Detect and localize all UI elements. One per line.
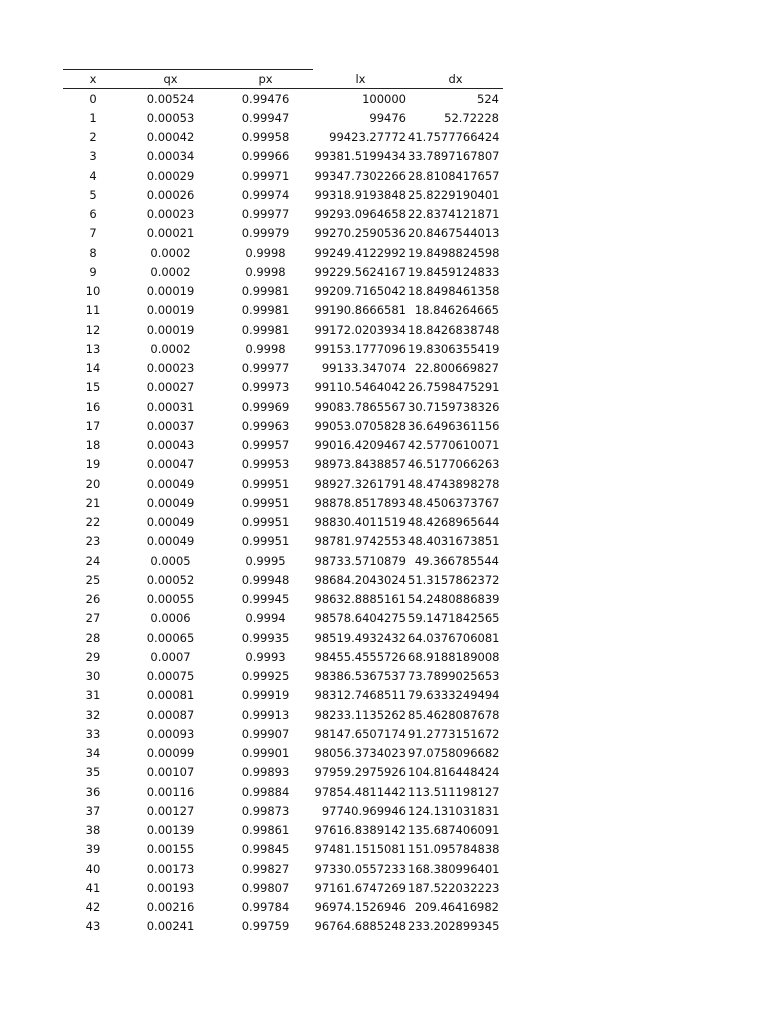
cell-qx: 0.00049: [146, 534, 195, 549]
cell-qx: 0.00099: [146, 746, 195, 761]
cell-px: 0.99951: [241, 515, 290, 530]
cell-qx: 0.00173: [146, 861, 195, 876]
table-row: [63, 801, 503, 820]
cell-x: 39: [85, 842, 101, 857]
cell-qx: 0.00037: [146, 418, 195, 433]
cell-qx: 0.00049: [146, 495, 195, 510]
cell-px: 0.9998: [245, 264, 286, 279]
cell-qx: 0.00524: [146, 91, 195, 106]
cell-qx: 0.00127: [146, 803, 195, 818]
cell-qx: 0.00023: [146, 361, 195, 376]
cell-lx: 98632.8885161: [314, 592, 406, 607]
cell-dx: 68.9188189008: [408, 649, 500, 664]
cell-x: 30: [85, 669, 101, 684]
cell-x: 21: [85, 495, 101, 510]
cell-x: 8: [89, 245, 97, 260]
cell-x: 40: [85, 861, 101, 876]
header-dx: dx: [408, 70, 503, 89]
cell-lx: 99249.4122992: [314, 245, 406, 260]
life-table: [63, 70, 503, 936]
cell-qx: 0.00047: [146, 457, 195, 472]
table-row: [63, 532, 503, 551]
cell-lx: 99172.0203934: [314, 322, 406, 337]
cell-qx: 0.00055: [146, 592, 195, 607]
cell-px: 0.99861: [241, 823, 290, 838]
cell-lx: 97740.969946: [321, 803, 406, 818]
cell-px: 0.9998: [245, 245, 286, 260]
cell-x: 29: [85, 649, 101, 664]
cell-lx: 98386.5367537: [314, 669, 406, 684]
cell-dx: 135.687406091: [408, 823, 500, 838]
cell-px: 0.99951: [241, 495, 290, 510]
cell-x: 32: [85, 707, 101, 722]
table-row: [63, 282, 503, 301]
table-row: [63, 859, 503, 878]
table-row: [63, 628, 503, 647]
table-body: [63, 89, 503, 937]
cell-px: 0.99953: [241, 457, 290, 472]
cell-dx: 18.8426838748: [408, 322, 500, 337]
header-lx: lx: [313, 70, 408, 89]
cell-px: 0.99971: [241, 168, 290, 183]
cell-qx: 0.0007: [150, 649, 191, 664]
cell-qx: 0.00031: [146, 399, 195, 414]
cell-dx: 97.0758096682: [408, 746, 500, 761]
cell-qx: 0.00023: [146, 207, 195, 222]
cell-lx: 98519.4932432: [314, 630, 406, 645]
cell-px: 0.99759: [241, 919, 290, 934]
cell-qx: 0.0002: [150, 341, 191, 356]
cell-dx: 113.511198127: [408, 784, 500, 799]
cell-qx: 0.00019: [146, 322, 195, 337]
cell-lx: 97161.6747269: [314, 880, 406, 895]
cell-dx: 51.3157862372: [408, 572, 500, 587]
table-row: [63, 686, 503, 705]
cell-x: 37: [85, 803, 101, 818]
cell-px: 0.99973: [241, 380, 290, 395]
cell-lx: 98973.8438857: [314, 457, 406, 472]
cell-dx: 28.8108417657: [408, 168, 500, 183]
cell-qx: 0.0002: [150, 264, 191, 279]
cell-qx: 0.00107: [146, 765, 195, 780]
cell-px: 0.99873: [241, 803, 290, 818]
header-px: px: [218, 70, 313, 89]
cell-lx: 97854.4811442: [314, 784, 406, 799]
cell-px: 0.99948: [241, 572, 290, 587]
cell-lx: 96764.6885248: [314, 919, 406, 934]
cell-x: 9: [89, 264, 97, 279]
cell-dx: 59.1471842565: [408, 611, 500, 626]
cell-lx: 99270.2590536: [314, 226, 406, 241]
table-row: [63, 782, 503, 801]
table-row: [63, 821, 503, 840]
cell-x: 42: [85, 900, 101, 915]
cell-x: 0: [89, 91, 97, 106]
cell-lx: 98578.6404275: [314, 611, 406, 626]
cell-lx: 99229.5624167: [314, 264, 406, 279]
cell-px: 0.99951: [241, 534, 290, 549]
cell-qx: 0.0006: [150, 611, 191, 626]
cell-lx: 98684.2043024: [314, 572, 406, 587]
cell-qx: 0.00116: [146, 784, 195, 799]
cell-px: 0.99979: [241, 226, 290, 241]
table-row: [63, 320, 503, 339]
cell-dx: 48.4506373767: [408, 495, 500, 510]
table-row: [63, 397, 503, 416]
cell-px: 0.99784: [241, 900, 290, 915]
cell-dx: 168.380996401: [408, 861, 500, 876]
cell-px: 0.99977: [241, 361, 290, 376]
cell-qx: 0.00043: [146, 438, 195, 453]
cell-qx: 0.00139: [146, 823, 195, 838]
cell-x: 36: [85, 784, 101, 799]
header-row: [63, 70, 503, 89]
cell-x: 27: [85, 611, 101, 626]
cell-px: 0.99907: [241, 726, 290, 741]
table-row: [63, 378, 503, 397]
cell-x: 28: [85, 630, 101, 645]
cell-dx: 233.202899345: [408, 919, 500, 934]
cell-lx: 99318.9193848: [314, 187, 406, 202]
table-row: [63, 898, 503, 917]
cell-lx: 98733.5710879: [314, 553, 406, 568]
cell-x: 13: [85, 341, 101, 356]
cell-lx: 99209.7165042: [314, 284, 406, 299]
cell-lx: 99347.7302266: [314, 168, 406, 183]
cell-qx: 0.00065: [146, 630, 195, 645]
cell-lx: 98233.1135262: [314, 707, 406, 722]
cell-lx: 96974.1526946: [314, 900, 406, 915]
cell-qx: 0.00093: [146, 726, 195, 741]
cell-qx: 0.00026: [146, 187, 195, 202]
cell-px: 0.99981: [241, 322, 290, 337]
header-x: x: [63, 70, 123, 89]
cell-dx: 18.8498461358: [408, 284, 500, 299]
cell-lx: 98781.9742553: [314, 534, 406, 549]
cell-px: 0.99919: [241, 688, 290, 703]
cell-dx: 22.8374121871: [408, 207, 500, 222]
header-qx: qx: [123, 70, 218, 89]
cell-dx: 30.7159738326: [408, 399, 500, 414]
cell-px: 0.99947: [241, 110, 290, 125]
table-row: [63, 436, 503, 455]
cell-qx: 0.00019: [146, 303, 195, 318]
cell-x: 22: [85, 515, 101, 530]
table-row: [63, 147, 503, 166]
cell-dx: 54.2480886839: [408, 592, 500, 607]
cell-qx: 0.0005: [150, 553, 191, 568]
table-row: [63, 474, 503, 493]
cell-x: 19: [85, 457, 101, 472]
cell-px: 0.99981: [241, 303, 290, 318]
table-row: [63, 262, 503, 281]
cell-x: 18: [85, 438, 101, 453]
cell-lx: 98927.3261791: [314, 476, 406, 491]
cell-lx: 98878.8517893: [314, 495, 406, 510]
cell-px: 0.99957: [241, 438, 290, 453]
table-row: [63, 416, 503, 435]
cell-x: 5: [89, 187, 97, 202]
cell-px: 0.99945: [241, 592, 290, 607]
cell-x: 12: [85, 322, 101, 337]
cell-x: 11: [85, 303, 101, 318]
table-row: [63, 744, 503, 763]
cell-lx: 99133.347074: [321, 361, 406, 376]
table-row: [63, 455, 503, 474]
cell-lx: 97959.2975926: [314, 765, 406, 780]
cell-dx: 48.4031673851: [408, 534, 500, 549]
cell-px: 0.99935: [241, 630, 290, 645]
table-row: [63, 724, 503, 743]
table-row: [63, 339, 503, 358]
cell-lx: 99381.5199434: [314, 149, 406, 164]
cell-dx: 104.816448424: [408, 765, 500, 780]
cell-lx: 99110.5464042: [314, 380, 406, 395]
cell-x: 14: [85, 361, 101, 376]
cell-px: 0.99925: [241, 669, 290, 684]
cell-lx: 98830.4011519: [314, 515, 406, 530]
cell-x: 6: [89, 207, 97, 222]
cell-lx: 98312.7468511: [314, 688, 406, 703]
cell-dx: 52.72228: [444, 110, 499, 125]
cell-px: 0.99913: [241, 707, 290, 722]
cell-x: 20: [85, 476, 101, 491]
cell-px: 0.99958: [241, 130, 290, 145]
cell-dx: 25.8229190401: [408, 187, 500, 202]
cell-lx: 99476: [369, 110, 406, 125]
cell-px: 0.99476: [241, 91, 290, 106]
cell-dx: 46.5177066263: [408, 457, 500, 472]
cell-lx: 99153.1777096: [314, 341, 406, 356]
cell-qx: 0.00075: [146, 669, 195, 684]
cell-qx: 0.00053: [146, 110, 195, 125]
cell-dx: 64.0376706081: [408, 630, 500, 645]
cell-px: 0.99963: [241, 418, 290, 433]
cell-x: 38: [85, 823, 101, 838]
table-row: [63, 551, 503, 570]
cell-dx: 49.366785544: [414, 553, 499, 568]
cell-x: 24: [85, 553, 101, 568]
cell-lx: 98455.4555726: [314, 649, 406, 664]
cell-x: 25: [85, 572, 101, 587]
cell-qx: 0.00216: [146, 900, 195, 915]
cell-qx: 0.00049: [146, 476, 195, 491]
cell-qx: 0.00087: [146, 707, 195, 722]
table-row: [63, 513, 503, 532]
cell-px: 0.99969: [241, 399, 290, 414]
cell-dx: 42.5770610071: [408, 438, 500, 453]
table-row: [63, 609, 503, 628]
cell-lx: 99423.27772: [329, 130, 406, 145]
cell-lx: 97330.0557233: [314, 861, 406, 876]
cell-px: 0.99827: [241, 861, 290, 876]
table-row: [63, 185, 503, 204]
table-row: [63, 205, 503, 224]
table-row: [63, 763, 503, 782]
table-row: [63, 108, 503, 127]
cell-dx: 187.522032223: [408, 880, 500, 895]
cell-x: 15: [85, 380, 101, 395]
cell-qx: 0.00193: [146, 880, 195, 895]
cell-dx: 151.095784838: [408, 842, 500, 857]
cell-dx: 79.6333249494: [408, 688, 500, 703]
cell-x: 23: [85, 534, 101, 549]
cell-dx: 85.4628087678: [408, 707, 500, 722]
cell-lx: 98147.6507174: [314, 726, 406, 741]
cell-x: 26: [85, 592, 101, 607]
table-row: [63, 667, 503, 686]
table-row: [63, 705, 503, 724]
table-row: [63, 840, 503, 859]
cell-qx: 0.00241: [146, 919, 195, 934]
cell-px: 0.99966: [241, 149, 290, 164]
cell-dx: 19.8498824598: [408, 245, 500, 260]
cell-x: 2: [89, 130, 97, 145]
cell-qx: 0.00042: [146, 130, 195, 145]
cell-x: 17: [85, 418, 101, 433]
cell-x: 34: [85, 746, 101, 761]
table-row: [63, 166, 503, 185]
cell-qx: 0.00155: [146, 842, 195, 857]
table-row: [63, 301, 503, 320]
cell-dx: 19.8459124833: [408, 264, 500, 279]
cell-px: 0.99893: [241, 765, 290, 780]
cell-qx: 0.00027: [146, 380, 195, 395]
cell-qx: 0.00029: [146, 168, 195, 183]
cell-px: 0.9998: [245, 341, 286, 356]
table-row: [63, 647, 503, 666]
cell-lx: 99293.0964658: [314, 207, 406, 222]
cell-px: 0.99807: [241, 880, 290, 895]
cell-x: 4: [89, 168, 97, 183]
table-row: [63, 878, 503, 897]
cell-x: 33: [85, 726, 101, 741]
cell-qx: 0.00081: [146, 688, 195, 703]
cell-px: 0.99981: [241, 284, 290, 299]
table-row: [63, 224, 503, 243]
cell-dx: 36.6496361156: [408, 418, 500, 433]
cell-lx: 99053.0705828: [314, 418, 406, 433]
cell-qx: 0.00019: [146, 284, 195, 299]
cell-dx: 19.8306355419: [408, 341, 500, 356]
cell-px: 0.99901: [241, 746, 290, 761]
cell-x: 1: [89, 110, 97, 125]
table-row: [63, 590, 503, 609]
cell-px: 0.99884: [241, 784, 290, 799]
cell-px: 0.99974: [241, 187, 290, 202]
cell-dx: 26.7598475291: [408, 380, 500, 395]
table-row: [63, 89, 503, 109]
cell-x: 41: [85, 880, 101, 895]
cell-qx: 0.0002: [150, 245, 191, 260]
cell-qx: 0.00049: [146, 515, 195, 530]
cell-px: 0.99977: [241, 207, 290, 222]
table-row: [63, 243, 503, 262]
cell-lx: 98056.3734023: [314, 746, 406, 761]
cell-qx: 0.00034: [146, 149, 195, 164]
cell-dx: 20.8467544013: [408, 226, 500, 241]
cell-px: 0.99845: [241, 842, 290, 857]
cell-dx: 22.800669827: [414, 361, 499, 376]
cell-lx: 99016.4209467: [314, 438, 406, 453]
cell-dx: 91.2773151672: [408, 726, 500, 741]
cell-lx: 99083.7865567: [314, 399, 406, 414]
cell-px: 0.9993: [245, 649, 286, 664]
cell-lx: 97616.8389142: [314, 823, 406, 838]
cell-x: 3: [89, 149, 97, 164]
cell-dx: 524: [477, 91, 499, 106]
cell-dx: 33.7897167807: [408, 149, 500, 164]
cell-dx: 48.4268965644: [408, 515, 500, 530]
cell-x: 16: [85, 399, 101, 414]
cell-x: 7: [89, 226, 97, 241]
table-row: [63, 917, 503, 936]
cell-px: 0.9994: [245, 611, 286, 626]
table-row: [63, 493, 503, 512]
cell-dx: 48.4743898278: [408, 476, 500, 491]
cell-x: 35: [85, 765, 101, 780]
cell-qx: 0.00052: [146, 572, 195, 587]
cell-x: 43: [85, 919, 101, 934]
cell-dx: 41.7577766424: [408, 130, 500, 145]
cell-dx: 18.846264665: [414, 303, 499, 318]
cell-lx: 97481.1515081: [314, 842, 406, 857]
cell-lx: 100000: [362, 91, 406, 106]
cell-px: 0.99951: [241, 476, 290, 491]
cell-dx: 73.7899025653: [408, 669, 500, 684]
cell-dx: 124.131031831: [408, 803, 500, 818]
cell-dx: 209.46416982: [414, 900, 499, 915]
cell-qx: 0.00021: [146, 226, 195, 241]
cell-x: 31: [85, 688, 101, 703]
table-row: [63, 128, 503, 147]
cell-lx: 99190.8666581: [314, 303, 406, 318]
cell-x: 10: [85, 284, 101, 299]
table-row: [63, 359, 503, 378]
cell-px: 0.9995: [245, 553, 286, 568]
table-row: [63, 570, 503, 589]
